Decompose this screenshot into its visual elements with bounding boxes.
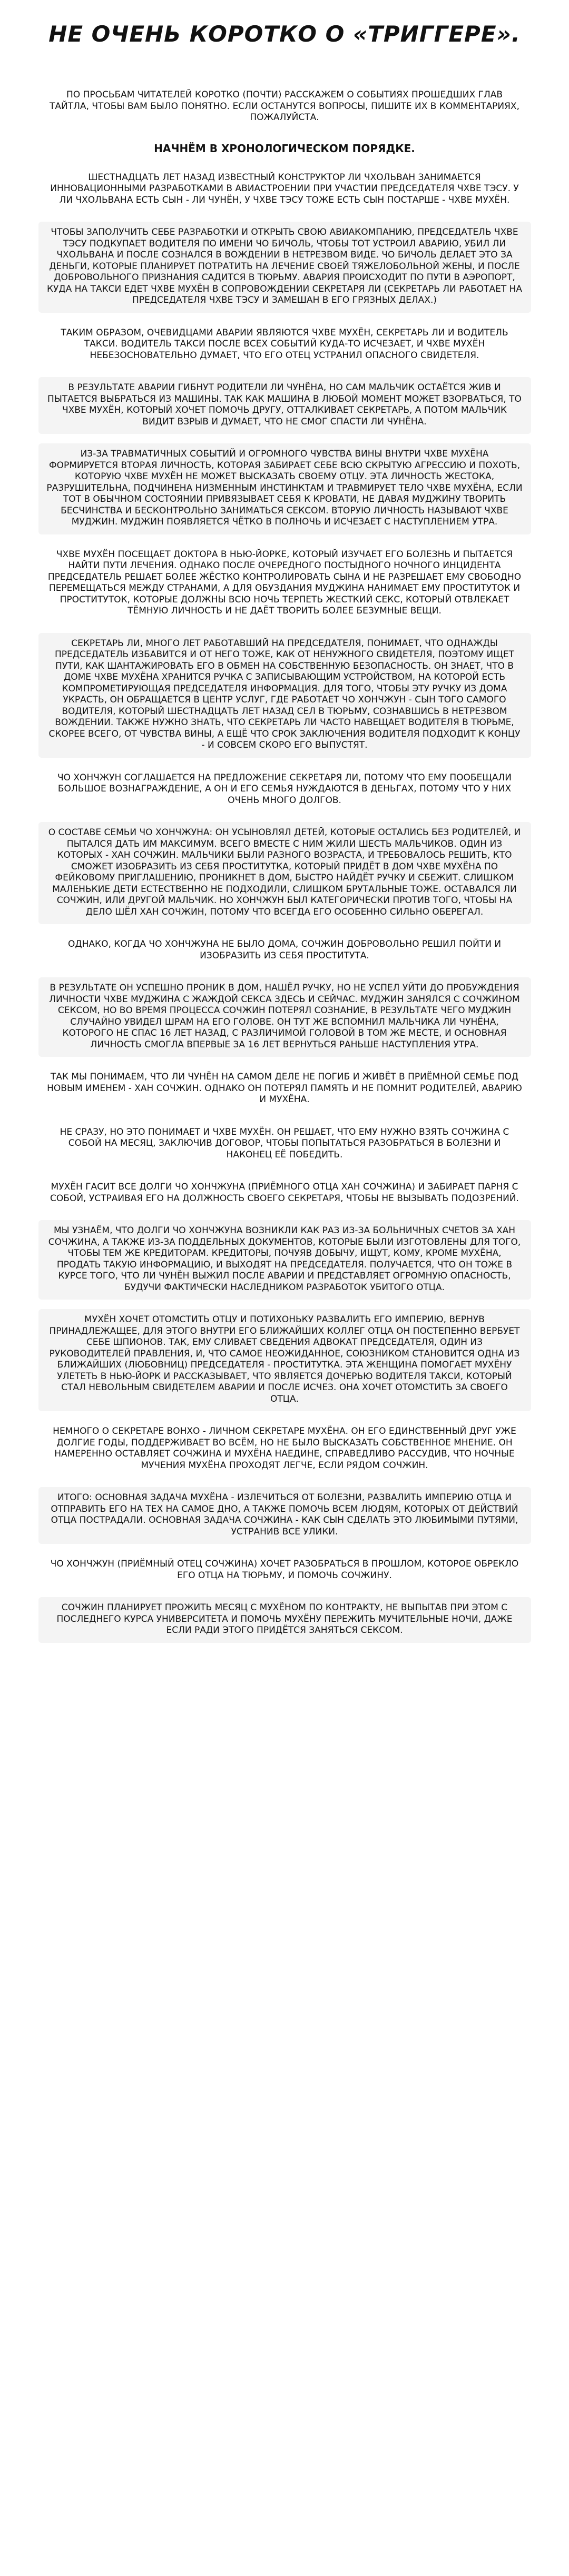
paragraph-17: МУХЁН ХОЧЕТ ОТОМСТИТЬ ОТЦУ И ПОТИХОНЬКУ РАЗВАЛИТЬ ЕГО ИМПЕРИЮ, ВЕРНУВ ПРИНАДЛЕЖАЩЕЕ, ДЛЯ ЭТОГО ВНУТРИ ЕГО БЛИЖАЙШИХ КОЛЛЕГ ОТЦА ОН ПОСТЕПЕННО ВЕРБУЕТ СЕБЕ ШПИОНОВ. ТАК, ЕМУ СЛИВАЕТ СВЕДЕНИЯ АДВОКАТ ПРЕДСЕДАТЕЛЯ, ОДИН ИЗ РУКОВОДИТЕЛЕЙ ПРАВЛЕНИЯ, И, ЧТО САМОЕ НЕОЖИДАННОЕ, СОЮЗНИКОМ СТАНОВИТСЯ ОДНА ИЗ БЛИЖАЙШИХ (ЛЮБОВНИЦ) ПРЕДСЕДАТЕЛЯ - ПРОСТИТУТКА. ЭТА ЖЕНЩИНА ПОМОГАЕТ МУХЁНУ УЛЕТЕТЬ В НЬЮ-ЙОРК И РАССКАЗЫВАЕТ, ЧТО ЯВЛЯЕТСЯ ДОЧЕРЬЮ ВОДИТЕЛЯ ТАКСИ, КОТОРЫЙ СТАЛ НЕВОЛЬНЫМ СВИДЕТЕЛЕМ АВАРИИ И ПОСЛЕ ИСЧЕЗ. ОНА ХОЧЕТ ОТОМСТИТЬ ЗА СВОЕГО ОТЦА. <box>38 1309 531 1411</box>
paragraph-10: О СОСТАВЕ СЕМЬИ ЧО ХОНЧЖУНА: ОН УСЫНОВЛЯЛ ДЕТЕЙ, КОТОРЫЕ ОСТАЛИСЬ БЕЗ РОДИТЕЛЕЙ, И ПЫТАЛСЯ ДАТЬ ИМ МАКСИМУМ. ВСЕГО ВМЕСТЕ С НИМ ЖИЛИ ШЕСТЬ МАЛЬЧИКОВ. ОДИН ИЗ КОТОРЫХ - ХАН СОЧЖИН. МАЛЬЧИКИ БЫЛИ РАЗНОГО ВОЗРАСТА, И ТРЕБОВАЛОСЬ РЕШИТЬ, КТО СМОЖЕТ ИЗОБРАЗИТЬ ИЗ СЕБЯ ПРОСТИТУТКА, КОТОРЫЙ ПРИДЁТ В ДОМ ЧХВЕ МУХЁНА ПО ФЕЙКОВОМУ ПРИГЛАШЕНИЮ, ПРОНИКНЕТ В ДОМ, БЫСТРО НАЙДЁТ РУЧКУ И СБЕЖИТ. СЛИШКОМ МАЛЕНЬКИЕ ДЕТИ ЕСТЕСТВЕННО НЕ ПОДХОДИЛИ, СЛИШКОМ БРУТАЛЬНЫЕ ТОЖЕ. ОСТАВАЛСЯ ЛИ СОЧЖИН, ИЛИ ДРУГОЙ МАЛЬЧИК. НО ХОНЧЖУН БЫЛ КАТЕГОРИЧЕСКИ ПРОТИВ ТОГО, ЧТОБЫ НА ДЕЛО ШЁЛ ХАН СОЧЖИН, ПОТОМУ ЧТО ВСЕГДА ЕГО ОСОБЕННО СИЛЬНО ОБЕРЕГАЛ. <box>38 822 531 924</box>
paragraph-18: НЕМНОГО О СЕКРЕТАРЕ ВОНХО - ЛИЧНОМ СЕКРЕТАРЕ МУХЁНА. ОН ЕГО ЕДИНСТВЕННЫЙ ДРУГ УЖЕ ДОЛГИЕ ГОДЫ, ПОДДЕРЖИВАЕТ ВО ВСЁМ, НО НЕ БЫЛО ВЫСКАЗАТЬ СОБСТВЕННОЕ МНЕНИЕ. ОН НАМЕРЕННО ОСТАВЛЯЕТ СОЧЖИНА И МУХЁНА НАЕДИНЕ, СПРАВЕДЛИВО РАССУДИВ, ЧТО НОЧНЫЕ МУЧЕНИЯ МУХЁНА ПРОХОДЯТ ЛЕГЧЕ, ЕСЛИ РЯДОМ СОЧЖИН. <box>38 1421 531 1478</box>
content-stack <box>0 84 569 1643</box>
intro-paragraph: ПО ПРОСЬБАМ ЧИТАТЕЛЕЙ КОРОТКО (ПОЧТИ) РАССКАЖЕМ О СОБЫТИЯХ ПРОШЕДШИХ ГЛАВ ТАЙТЛА, ЧТОБЫ ВАМ БЫЛО ПОНЯТНО. ЕСЛИ ОСТАНУТСЯ ВОПРОСЫ, ПИШИТЕ ИХ В КОММЕНТАРИЯХ, ПОЖАЛУЙСТА. <box>38 84 531 130</box>
paragraph-4: ТАКИМ ОБРАЗОМ, ОЧЕВИДЦАМИ АВАРИИ ЯВЛЯЮТСЯ ЧХВЕ МУХЁН, СЕКРЕТАРЬ ЛИ И ВОДИТЕЛЬ ТАКСИ. ВОДИТЕЛЬ ТАКСИ ПОСЛЕ ВСЕХ СОБЫТИЙ КУДА-ТО ИСЧЕЗАЕТ, И ЧХВЕ МУХЁН НЕБЕЗОСНОВАТЕЛЬНО ДУМАЕТ, ЧТО ЕГО ОТЕЦ УСТРАНИЛ ОПАСНОГО СВИДЕТЕЛЯ. <box>38 322 531 368</box>
page-title: НЕ ОЧЕНЬ КОРОТКО О «ТРИГГЕРЕ». <box>48 21 521 47</box>
paragraph-12: В РЕЗУЛЬТАТЕ ОН УСПЕШНО ПРОНИК В ДОМ, НАШЁЛ РУЧКУ, НО НЕ УСПЕЛ УЙТИ ДО ПРОБУЖДЕНИЯ ЛИЧНОСТИ ЧХВЕ МУДЖИНА С ЖАЖДОЙ СЕКСА ЗДЕСЬ И СЕЙЧАС. МУДЖИН ЗАНЯЛСЯ С СОЧЖИНОМ СЕКСОМ, НО ВО ВРЕМЯ ПРОЦЕССА СОЧЖИН ПОТЕРЯЛ СОЗНАНИЕ, В РЕЗУЛЬТАТЕ ЧЕГО МУДЖИН СЛУЧАЙНО УВИДЕЛ ШРАМ НА ЕГО ГОЛОВЕ. ОН ТУТ ЖЕ ВСПОМНИЛ МАЛЬЧИКА ЛИ ЧУНЁНА, КОТОРОГО НЕ СПАС 16 ЛЕТ НАЗАД, С РАЗЛИЧИМОЙ ГОЛОВОЙ В ТОМ ЖЕ МЕСТЕ, И ОСНОВНАЯ ЛИЧНОСТЬ СМОГЛА ВПЕРВЫЕ ЗА 16 ЛЕТ ВЕРНУТЬСЯ РАНЬШЕ НАСТУПЛЕНИЯ УТРА. <box>38 977 531 1057</box>
paragraph-14: НЕ СРАЗУ, НО ЭТО ПОНИМАЕТ И ЧХВЕ МУХЁН. ОН РЕШАЕТ, ЧТО ЕМУ НУЖНО ВЗЯТЬ СОЧЖИНА С СОБОЙ НА МЕСЯЦ, ЗАКЛЮЧИВ ДОГОВОР, ЧТОБЫ ПОПЫТАТЬСЯ РАЗОБРАТЬСЯ В БОЛЕЗНИ И НАКОНЕЦ ЕЁ ПОБЕДИТЬ. <box>38 1122 531 1167</box>
paragraph-5: В РЕЗУЛЬТАТЕ АВАРИИ ГИБНУТ РОДИТЕЛИ ЛИ ЧУНЁНА, НО САМ МАЛЬЧИК ОСТАЁТСЯ ЖИВ И ПЫТАЕТСЯ ВЫБРАТЬСЯ ИЗ МАШИНЫ. ТАК КАК МАШИНА В ЛЮБОЙ МОМЕНТ МОЖЕТ ВЗОРВАТЬСЯ, ТО ЧХВЕ МУХЁН, КОТОРЫЙ ХОЧЕТ ПОМОЧЬ ДРУГУ, ОТТАЛКИВАЕТ СЕКРЕТАРЬ, А ПОТОМ МАЛЬЧИК ВИДИТ ВЗРЫВ И ДУМАЕТ, ЧТО НЕ СМОГ СПАСТИ ЛИ ЧУНЁНА. <box>38 377 531 434</box>
paragraph-9: ЧО ХОНЧЖУН СОГЛАШАЕТСЯ НА ПРЕДЛОЖЕНИЕ СЕКРЕТАРЯ ЛИ, ПОТОМУ ЧТО ЕМУ ПООБЕЩАЛИ БОЛЬШОЕ ВОЗНАГРАЖДЕНИЕ, А ОН И ЕГО СЕМЬЯ НУЖДАЮТСЯ В ДЕНЬГАХ, ПОТОМУ ЧТО У НИХ ОЧЕНЬ МНОГО ДОЛГОВ. <box>38 767 531 813</box>
paragraph-6: ИЗ-ЗА ТРАВМАТИЧНЫХ СОБЫТИЙ И ОГРОМНОГО ЧУВСТВА ВИНЫ ВНУТРИ ЧХВЕ МУХЁНА ФОРМИРУЕТСЯ ВТОРАЯ ЛИЧНОСТЬ, КОТОРАЯ ЗАБИРАЕТ СЕБЕ ВСЮ СКРЫТУЮ АГРЕССИЮ И ПОХОТЬ, КОТОРУЮ ЧХВЕ МУХЁН НЕ МОЖЕТ ВЫСКАЗАТЬ СВОЕМУ ОТЦУ. ЭТА ЛИЧНОСТЬ ЖЕСТОКА, РАЗРУШИТЕЛЬНА, ПОДЧИНЕНА НИЗМЕННЫМ ИНСТИНКТАМ И ТРАВМИРУЕТ ТЕЛО ЧХВЕ МУХЁНА, ЕСЛИ ТОТ В ОБЫЧНОМ СОСТОЯНИИ ПРИВЯЗЫВАЕТ СЕБЯ К КРОВАТИ, НЕ ДАВАЯ МУДЖИНУ ТВОРИТЬ БЕСЧИНСТВА И БЕСКОНТРОЛЬНО ЗАНИМАТЬСЯ СЕКСОМ. ВТОРУЮ ЛИЧНОСТЬ НАЗЫВАЮТ ЧХВЕ МУДЖИН. МУДЖИН ПОЯВЛЯЕТСЯ ЧЁТКО В ПОЛНОЧЬ И ИСЧЕЗАЕТ С НАСТУПЛЕНИЕМ УТРА. <box>38 443 531 534</box>
paragraph-8: СЕКРЕТАРЬ ЛИ, МНОГО ЛЕТ РАБОТАВШИЙ НА ПРЕДСЕДАТЕЛЯ, ПОНИМАЕТ, ЧТО ОДНАЖДЫ ПРЕДСЕДАТЕЛЬ ИЗБАВИТСЯ И ОТ НЕГО ТОЖЕ, КАК ОТ НЕНУЖНОГО СВИДЕТЕЛЯ, ПОЭТОМУ ИЩЕТ ПУТИ, КАК ШАНТАЖИРОВАТЬ ЕГО В ОБМЕН НА СОБСТВЕННУЮ БЕЗОПАСНОСТЬ. ОН ЗНАЕТ, ЧТО В ДОМЕ ЧХВЕ МУХЁНА ХРАНИТСЯ РУЧКА С ЗАПИСЫВАЮЩИМ УСТРОЙСТВОМ, НА КОТОРОЙ ЕСТЬ КОМПРОМЕТИРУЮЩАЯ ПРЕДСЕДАТЕЛЯ ИНФОРМАЦИЯ. ДЛЯ ТОГО, ЧТОБЫ ЭТУ РУЧКУ ИЗ ДОМА УКРАСТЬ, ОН ОБРАЩАЕТСЯ В ЦЕНТР УСЛУГ, ГДЕ РАБОТАЕТ ЧО ХОНЧЖУН - СЫН ТОГО САМОГО ВОДИТЕЛЯ, КОТОРЫЙ ШЕСТНАДЦАТЬ ЛЕТ НАЗАД СЕЛ В ТЮРЬМУ, СОЗНАВШИСЬ В НЕТРЕЗВОМ ВОЖДЕНИИ. ТАКЖЕ НУЖНО ЗНАТЬ, ЧТО СЕКРЕТАРЬ ЛИ ЧАСТО НАВЕЩАЕТ ВОДИТЕЛЯ В ТЮРЬМЕ, СКОРЕЕ ВСЕГО, ОТ ЧУВСТВА ВИНЫ, А ЕЩЁ ЧТО СРОК ЗАКЛЮЧЕНИЯ ВОДИТЕЛЯ ПОДХОДИТ К КОНЦУ - И СОВСЕМ СКОРО ЕГО ВЫПУСТЯТ. <box>38 633 531 758</box>
paragraph-2: ШЕСТНАДЦАТЬ ЛЕТ НАЗАД ИЗВЕСТНЫЙ КОНСТРУКТОР ЛИ ЧХОЛЬВАН ЗАНИМАЕТСЯ ИННОВАЦИОННЫМИ РАЗРАБОТКАМИ В АВИАСТРОЕНИИ ПРИ УЧАСТИИ ПРЕДСЕДАТЕЛЯ ЧХВЕ ТЭСУ. У ЛИ ЧХОЛЬВАНА ЕСТЬ СЫН - ЛИ ЧУНЁН, У ЧХВЕ ТЭСУ ТОЖЕ ЕСТЬ СЫН ПОСТАРШЕ - ЧХВЕ МУХЁН. <box>38 167 531 213</box>
section-heading: НАЧНЁМ В ХРОНОЛОГИЧЕСКОМ ПОРЯДКЕ. <box>38 140 531 157</box>
paragraph-21: СОЧЖИН ПЛАНИРУЕТ ПРОЖИТЬ МЕСЯЦ С МУХЁНОМ ПО КОНТРАКТУ, НЕ ВЫПЫТАВ ПРИ ЭТОМ С ПОСЛЕДНЕГО КУРСА УНИВЕРСИТЕТА И ПОМОЧЬ МУХЁНУ ПЕРЕЖИТЬ МУЧИТЕЛЬНЫЕ НОЧИ, ДАЖЕ ЕСЛИ РАДИ ЭТОГО ПРИДЁТСЯ ЗАНЯТЬСЯ СЕКСОМ. <box>38 1597 531 1643</box>
paragraph-15: МУХЁН ГАСИТ ВСЕ ДОЛГИ ЧО ХОНЧЖУНА (ПРИЁМНОГО ОТЦА ХАН СОЧЖИНА) И ЗАБИРАЕТ ПАРНЯ С СОБОЙ, УСТРАИВАЯ ЕГО НА ДОЛЖНОСТЬ СВОЕГО СЕКРЕТАРЯ, ЧТОБЫ НЕ ВЫЗЫВАТЬ ПОДОЗРЕНИЙ. <box>38 1176 531 1211</box>
paragraph-7: ЧХВЕ МУХЁН ПОСЕЩАЕТ ДОКТОРА В НЬЮ-ЙОРКЕ, КОТОРЫЙ ИЗУЧАЕТ ЕГО БОЛЕЗНЬ И ПЫТАЕТСЯ НАЙТИ ПУТИ ЛЕЧЕНИЯ. ОДНАКО ПОСЛЕ ОЧЕРЕДНОГО ПОСТЫДНОГО НОЧНОГО ИНЦИДЕНТА ПРЕДСЕДАТЕЛЬ РЕШАЕТ БОЛЕЕ ЖЁСТКО КОНТРОЛИРОВАТЬ СЫНА И НЕ РАЗРЕШАЕТ ЕМУ СВОБОДНО ПЕРЕМЕЩАТЬСЯ МЕЖДУ СТРАНАМИ, А ДЛЯ ОБУЗДАНИЯ МУДЖИНА НАНИМАЕТ ЕМУ ПРОСТИТУТОК И ПРОСТИТУТОК, КОТОРЫЕ ДОЛЖНЫ ВСЮ НОЧЬ ТЕРПЕТЬ ЖЕСТКИЙ СЕКС, КОТОРЫЙ ОТВЛЕКАЕТ ТЁМНУЮ ЛИЧНОСТЬ И НЕ ДАЁТ ТВОРИТЬ БОЛЕЕ БЕЗУМНЫЕ ВЕЩИ. <box>38 544 531 623</box>
paragraph-13: ТАК МЫ ПОНИМАЕМ, ЧТО ЛИ ЧУНЁН НА САМОМ ДЕЛЕ НЕ ПОГИБ И ЖИВЁТ В ПРИЁМНОЙ СЕМЬЕ ПОД НОВЫМ ИМЕНЕМ - ХАН СОЧЖИН. ОДНАКО ОН ПОТЕРЯЛ ПАМЯТЬ И НЕ ПОМНИТ РОДИТЕЛЕЙ, АВАРИЮ И МУХЁНА. <box>38 1066 531 1112</box>
paragraph-3: ЧТОБЫ ЗАПОЛУЧИТЬ СЕБЕ РАЗРАБОТКИ И ОТКРЫТЬ СВОЮ АВИАКОМПАНИЮ, ПРЕДСЕДАТЕЛЬ ЧХВЕ ТЭСУ ПОДКУПАЕТ ВОДИТЕЛЯ ПО ИМЕНИ ЧО БИЧОЛЬ, ЧТОБЫ ТОТ УСТРОИЛ АВАРИЮ, УБИЛ ЛИ ЧХОЛЬВАНА И ПОСЛЕ СОЗНАЛСЯ В ВОЖДЕНИИ В НЕТРЕЗВОМ ВИДЕ. ЧО БИЧОЛЬ ДЕЛАЕТ ЭТО ЗА ДЕНЬГИ, КОТОРЫЕ ПЛАНИРУЕТ ПОТРАТИТЬ НА ЛЕЧЕНИЕ СВОЕЙ ТЯЖЕЛОБОЛЬНОЙ ЖЕНЫ, И ПОСЛЕ ДОБРОВОЛЬНОГО ПРИЗНАНИЯ САДИТСЯ В ТЮРЬМУ. АВАРИЯ ПРОИСХОДИТ ПО ПУТИ В АЭРОПОРТ, КУДА НА ТАКСИ ЕДЕТ ЧХВЕ МУХЁН В СОПРОВОЖДЕНИИ СЕКРЕТАРЯ ЛИ (СЕКРЕТАРЬ ЛИ РАБОТАЕТ НА ПРЕДСЕДАТЕЛЯ ЧХВЕ ТЭСУ И ЗАМЕШАН В ЕГО ГРЯЗНЫХ ДЕЛАХ.) <box>38 222 531 313</box>
paragraph-20: ЧО ХОНЧЖУН (ПРИЁМНЫЙ ОТЕЦ СОЧЖИНА) ХОЧЕТ РАЗОБРАТЬСЯ В ПРОШЛОМ, КОТОРОЕ ОБРЕКЛО ЕГО ОТЦА НА ТЮРЬМУ, И ПОМОЧЬ СОЧЖИНУ. <box>38 1553 531 1588</box>
paragraph-16: МЫ УЗНАЁМ, ЧТО ДОЛГИ ЧО ХОНЧЖУНА ВОЗНИКЛИ КАК РАЗ ИЗ-ЗА БОЛЬНИЧНЫХ СЧЕТОВ ЗА ХАН СОЧЖИНА, А ТАКЖЕ ИЗ-ЗА ПОДДЕЛЬНЫХ ДОКУМЕНТОВ, КОТОРЫЕ БЫЛИ ИЗГОТОВЛЕНЫ ДЛЯ ТОГО, ЧТОБЫ ТЕМ ЖЕ КРЕДИТОРАМ. КРЕДИТОРЫ, ПОЧУЯВ ДОБЫЧУ, ИЩУТ, КОМУ, КРОМЕ МУХЁНА, ПРОДАТЬ ТАКУЮ ИНФОРМАЦИЮ, И ВЫХОДЯТ НА ПРЕДСЕДАТЕЛЯ. ПОЛУЧАЕТСЯ, ЧТО ОН ТОЖЕ В КУРСЕ ТОГО, ЧТО ЛИ ЧУНЁН ВЫЖИЛ ПОСЛЕ АВАРИИ И ПРЕДСТАВЛЯЕТ ОГРОМНУЮ ОПАСНОСТЬ, БУДУЧИ ФАКТИЧЕСКИ НАСЛЕДНИКОМ РАЗРАБОТОК УБИТОГО ОТЦА. <box>38 1220 531 1300</box>
paragraph-11: ОДНАКО, КОГДА ЧО ХОНЧЖУНА НЕ БЫЛО ДОМА, СОЧЖИН ДОБРОВОЛЬНО РЕШИЛ ПОЙТИ И ИЗОБРАЗИТЬ ИЗ СЕБЯ ПРОСТИТУТА. <box>38 934 531 968</box>
paragraph-19: ИТОГО: ОСНОВНАЯ ЗАДАЧА МУХЁНА - ИЗЛЕЧИТЬСЯ ОТ БОЛЕЗНИ, РАЗВАЛИТЬ ИМПЕРИЮ ОТЦА И ОТПРАВИТЬ ЕГО НА ТЕХ НА САМОЕ ДНО, А ТАКЖЕ ПОМОЧЬ ВСЕМ ЛЮДЯМ, КОТОРЫХ ОТ ДЕЙСТВИЙ ОТЦА ПОСТРАДАЛИ. ОСНОВНАЯ ЗАДАЧА СОЧЖИНА - КАК СЫН СДЕЛАТЬ ЭТО ЛЮБИМЫМИ ПУТЯМИ, УСТРАНИВ ВСЕ УЛИКИ. <box>38 1487 531 1544</box>
